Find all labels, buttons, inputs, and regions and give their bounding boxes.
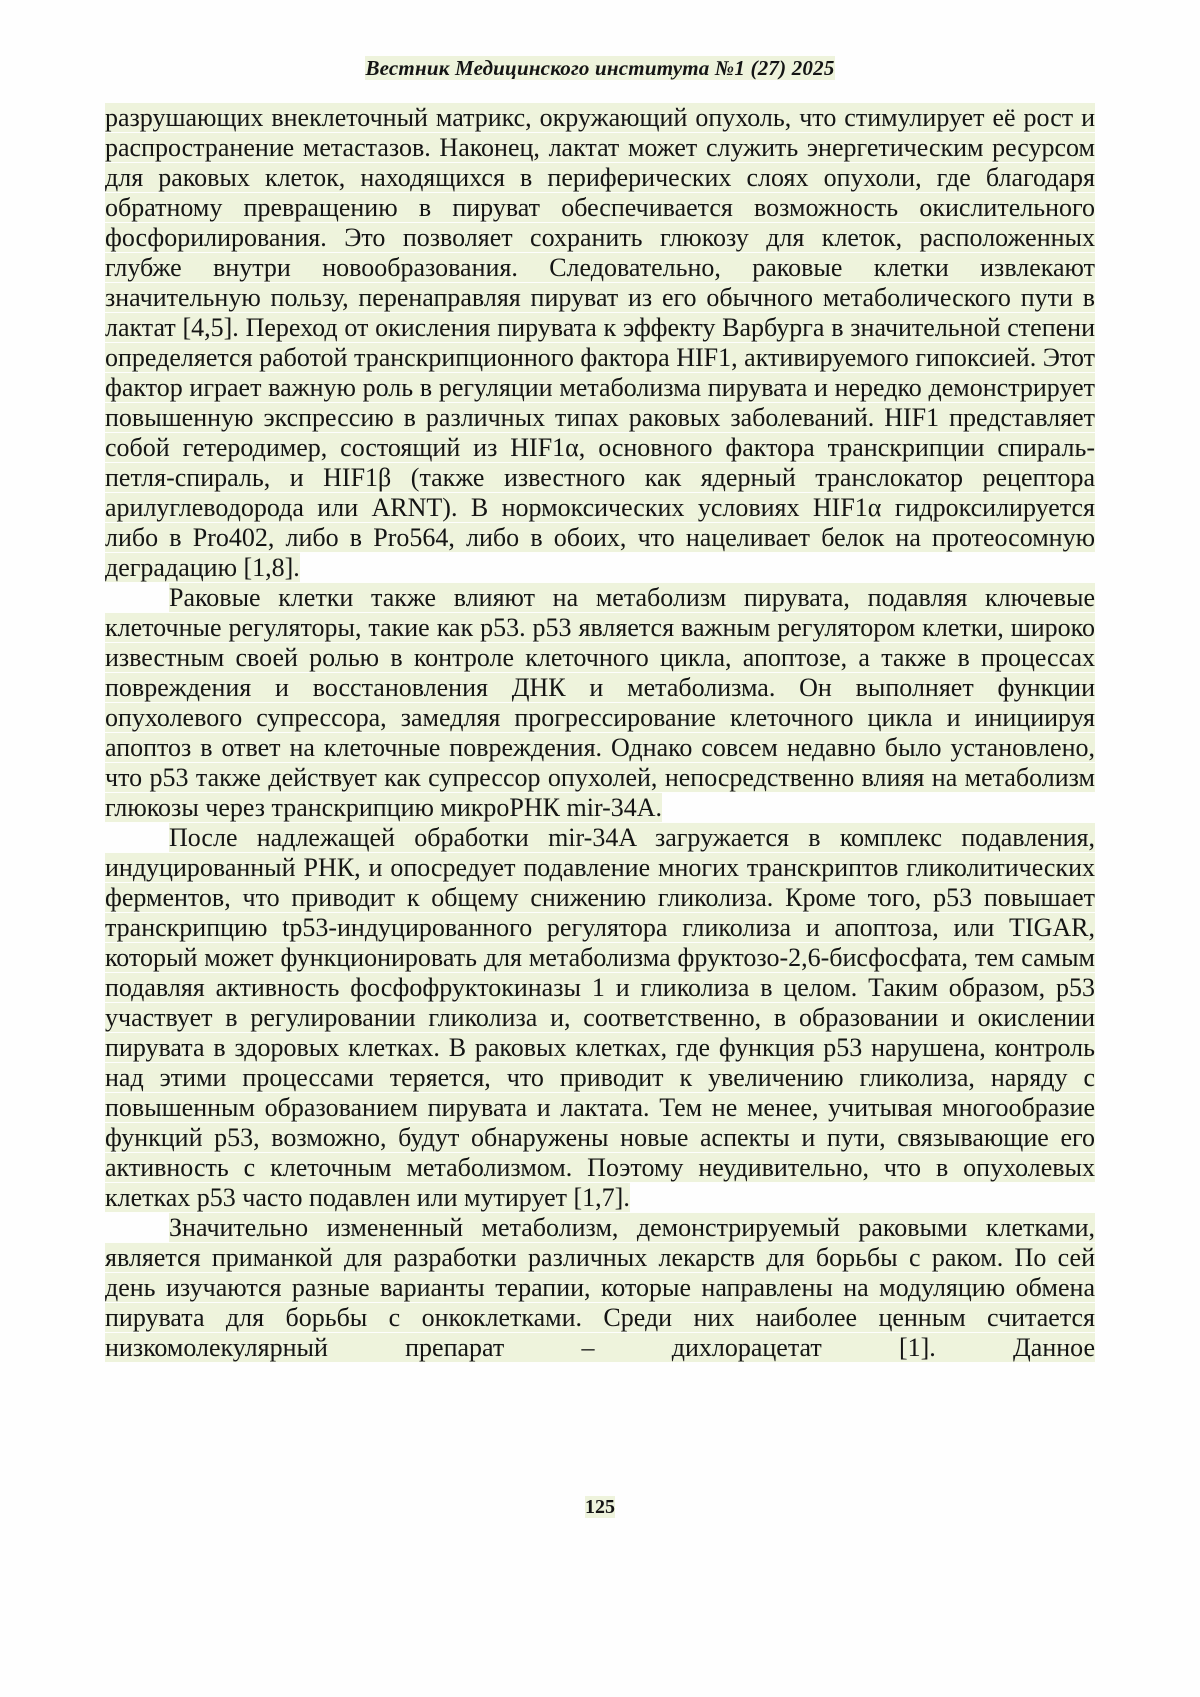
- paragraph-2: [105, 583, 1095, 823]
- paragraph-4-text: Значительно измененный метаболизм, демонстрируемый раковыми клетками, является приманкой для разработки различных лекарств для борьбы с раком. По сей день изучаются разные варианты терапии, которые направлены на модуляцию обмена пирувата для борьбы с онкоклетками. Среди них наиболее ценным считается низкомолекулярный препарат – дихлорацетат [1]. Данное: [105, 1213, 1095, 1362]
- page-number: 125: [585, 1496, 615, 1518]
- paragraph-2-text: Раковые клетки также влияют на метаболизм пирувата, подавляя ключевые клеточные регуляторы, такие как p53. p53 является важным регулятором клетки, широко известным своей ролью в контроле клеточного цикла, апоптозе, а также в процессах повреждения и восстановления ДНК и метаболизма. Он выполняет функции опухолевого супрессора, замедляя прогрессирование клеточного цикла и инициируя апоптоз в ответ на клеточные повреждения. Однако совсем недавно было установлено, что p53 также действует как супрессор опухолей, непосредственно влияя на метаболизм глюкозы через транскрипцию микроРНК mir-34A.: [105, 583, 1095, 822]
- article-body: [105, 103, 1095, 1363]
- paragraph-1: [105, 103, 1095, 583]
- journal-header-text: Вестник Медицинского института №1 (27) 2025: [365, 56, 835, 80]
- paragraph-3: [105, 823, 1095, 1213]
- paragraph-4: [105, 1213, 1095, 1363]
- page-footer: [0, 1496, 1200, 1519]
- paragraph-1-text: разрушающих внеклеточный матрикс, окружающий опухоль, что стимулирует её рост и распространение метастазов. Наконец, лактат может служить энергетическим ресурсом для раковых клеток, находящихся в периферических слоях опухоли, где благодаря обратному превращению в пируват обеспечивается возможность окислительного фосфорилирования. Это позволяет сохранить глюкозу для клеток, расположенных глубже внутри новообразования. Следовательно, раковые клетки извлекают значительную пользу, перенаправляя пируват из его обычного метаболического пути в лактат [4,5]. Переход от окисления пирувата к эффекту Варбурга в значительной степени определяется работой транскрипционного фактора HIF1, активируемого гипоксией. Этот фактор играет важную роль в регуляции метаболизма пирувата и нередко демонстрирует повышенную экспрессию в различных типах раковых заболеваний. HIF1 представляет собой гетеродимер, состоящий из HIF1α, основного фактора транскрипции спираль-петля-спираль, и HIF1β (также известного как ядерный транслокатор рецептора арилуглеводорода или ARNT). В нормоксических условиях HIF1α гидроксилируется либо в Pro402, либо в Pro564, либо в обоих, что нацеливает белок на протеосомную деградацию [1,8].: [105, 103, 1095, 582]
- journal-header: [0, 0, 1200, 81]
- paragraph-3-text: После надлежащей обработки mir-34A загружается в комплекс подавления, индуцированный РНК, и опосредует подавление многих транскриптов гликолитических ферментов, что приводит к общему снижению гликолиза. Кроме того, p53 повышает транскрипцию tp53-индуцированного регулятора гликолиза и апоптоза, или TIGAR, который может функционировать для метаболизма фруктозо-2,6-бисфосфата, тем самым подавляя активность фосфофруктокиназы 1 и гликолиза в целом. Таким образом, p53 участвует в регулировании гликолиза и, соответственно, в образовании и окислении пирувата в здоровых клетках. В раковых клетках, где функция p53 нарушена, контроль над этими процессами теряется, что приводит к увеличению гликолиза, наряду с повышенным образованием пирувата и лактата. Тем не менее, учитывая многообразие функций p53, возможно, будут обнаружены новые аспекты и пути, связывающие его активность с клеточным метаболизмом. Поэтому неудивительно, что в опухолевых клетках p53 часто подавлен или мутирует [1,7].: [105, 823, 1095, 1212]
